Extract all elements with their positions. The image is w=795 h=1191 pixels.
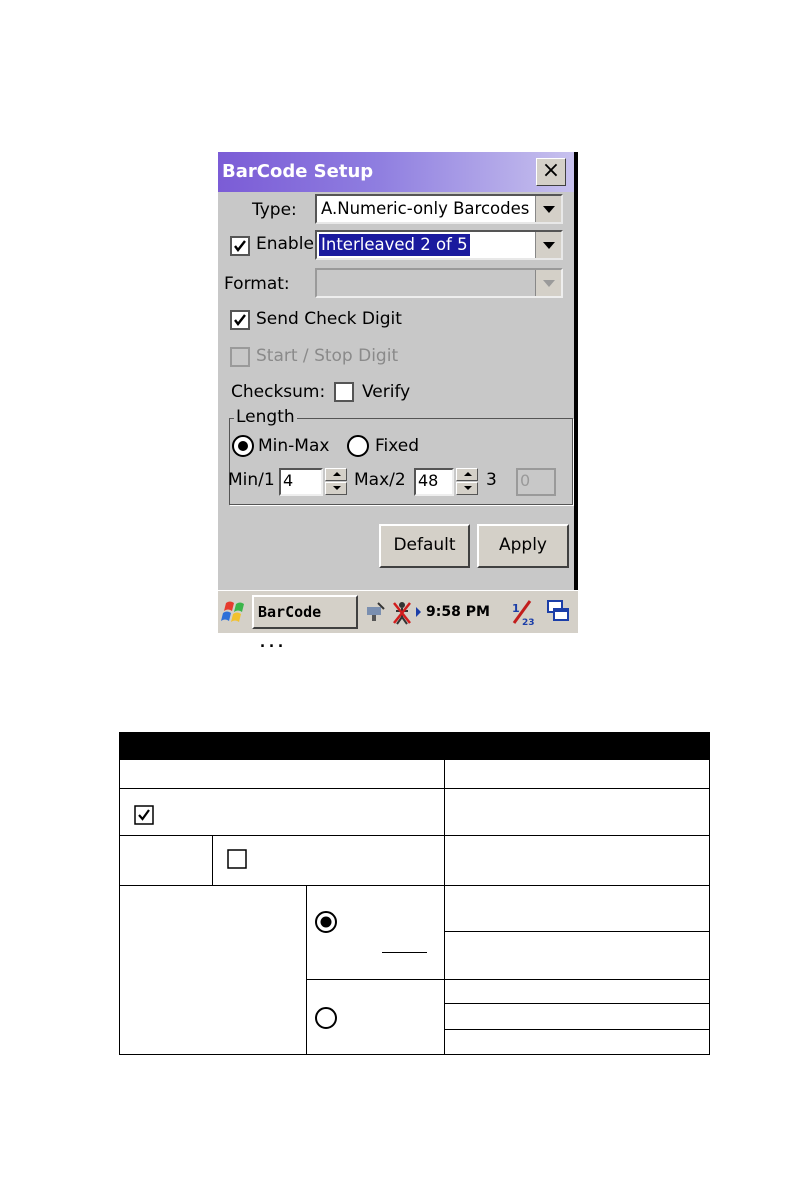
table-rule <box>444 1029 710 1030</box>
min-label: Min/1 <box>228 470 275 490</box>
taskbar-app-button[interactable]: BarCode ... <box>252 595 358 629</box>
table-header-cell <box>119 732 125 760</box>
barcode-setup-window <box>218 152 578 651</box>
unchecked-checkbox-icon <box>227 849 247 874</box>
table-rule <box>306 979 710 980</box>
table-header <box>119 732 710 760</box>
table-rule <box>119 835 710 836</box>
table-rule <box>119 788 710 789</box>
min-input[interactable]: 4 <box>279 468 323 496</box>
format-label: Format: <box>224 274 290 294</box>
symbology-value: Interleaved 2 of 5 <box>321 235 468 254</box>
chevron-down-icon[interactable] <box>535 270 561 296</box>
table-header-cell <box>444 732 450 760</box>
type-value: A.Numeric-only Barcodes <box>321 199 530 218</box>
send-check-digit-label: Send Check Digit <box>256 309 402 329</box>
arrow-right-icon[interactable] <box>415 595 423 629</box>
input-panel-icon[interactable] <box>508 595 538 629</box>
length-group-title: Length <box>236 407 295 427</box>
table-rule <box>444 1003 710 1004</box>
connection-status-icon[interactable] <box>390 595 414 629</box>
symbology-dropdown[interactable] <box>315 230 563 260</box>
verify-checkbox[interactable] <box>334 382 354 402</box>
type-label: Type: <box>252 200 297 220</box>
chevron-down-icon[interactable] <box>535 196 561 222</box>
spin-down-icon[interactable] <box>456 482 478 495</box>
table-rule <box>119 760 120 1055</box>
network-icon[interactable] <box>364 595 388 629</box>
table-rule <box>709 760 710 1055</box>
max-spinner[interactable] <box>456 468 478 496</box>
checkmark-icon <box>233 239 247 253</box>
send-check-digit-checkbox[interactable] <box>230 310 250 330</box>
verify-label: Verify <box>362 382 411 402</box>
close-button[interactable]: × <box>536 158 566 186</box>
table-rule <box>444 760 445 1055</box>
table-rule <box>444 931 710 932</box>
min-max-radio[interactable] <box>232 435 254 457</box>
checked-checkbox-icon <box>134 805 154 830</box>
third-length-label: 3 <box>486 470 497 490</box>
title-bar <box>218 152 574 192</box>
table-rule <box>119 885 710 886</box>
max-label: Max/2 <box>354 470 406 490</box>
taskbar <box>218 590 578 651</box>
type-dropdown[interactable] <box>315 194 563 224</box>
enable-label: Enable <box>256 234 314 254</box>
min-max-label: Min-Max <box>258 436 330 456</box>
table-rule <box>306 885 307 1055</box>
checksum-label: Checksum: <box>231 382 326 402</box>
table-rule <box>119 1054 710 1055</box>
unselected-radio-icon <box>314 1006 338 1035</box>
settings-table <box>119 732 710 1085</box>
clock[interactable]: 9:58 PM <box>426 604 490 620</box>
fixed-radio[interactable] <box>347 435 369 457</box>
table-rule <box>212 835 213 885</box>
spin-down-icon[interactable] <box>325 482 347 495</box>
max-input[interactable]: 48 <box>414 468 454 496</box>
underline-mark <box>382 952 427 953</box>
spin-up-icon[interactable] <box>325 468 347 481</box>
svg-text:23: 23 <box>522 618 535 628</box>
fixed-label: Fixed <box>375 436 420 456</box>
min-spinner[interactable] <box>325 468 347 496</box>
window-title: BarCode Setup <box>222 161 374 182</box>
default-button[interactable]: Default <box>379 524 470 568</box>
third-length-input[interactable]: 0 <box>516 468 556 496</box>
checkmark-icon <box>233 313 247 327</box>
selected-radio-icon <box>314 910 338 939</box>
enable-checkbox[interactable] <box>230 236 250 256</box>
windows-switch-icon[interactable] <box>544 595 574 629</box>
start-stop-digit-checkbox[interactable] <box>230 347 250 367</box>
format-dropdown[interactable] <box>315 268 563 298</box>
start-icon[interactable] <box>220 595 250 629</box>
start-stop-digit-label: Start / Stop Digit <box>256 346 399 366</box>
spin-up-icon[interactable] <box>456 468 478 481</box>
svg-text:1: 1 <box>512 602 520 615</box>
chevron-down-icon[interactable] <box>535 232 561 258</box>
apply-button[interactable]: Apply <box>477 524 569 568</box>
window-border <box>574 152 578 590</box>
